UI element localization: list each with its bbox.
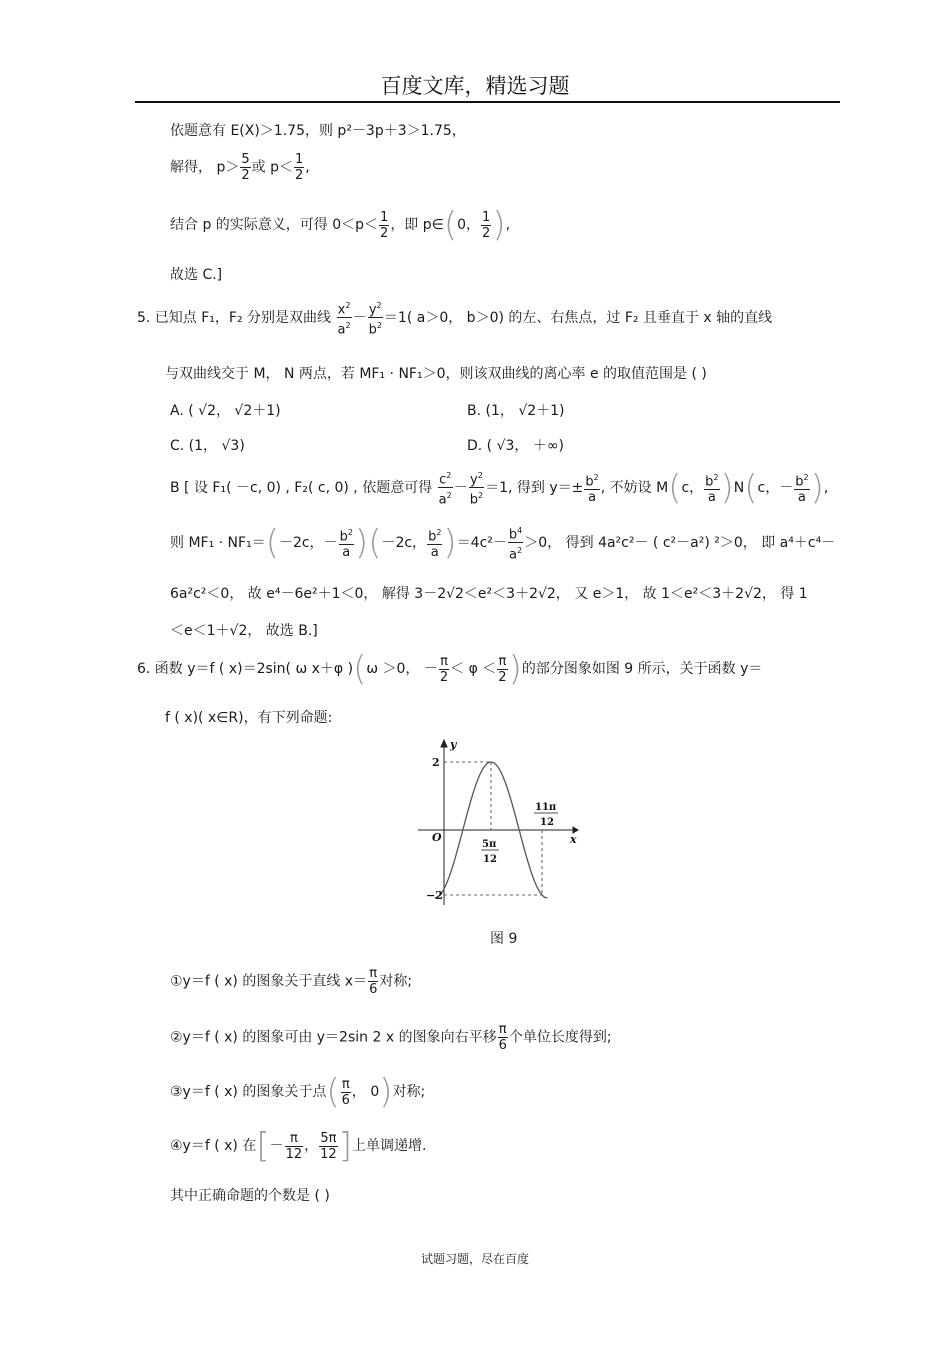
q5-line-1: 5. 已知点 F₁，F₂ 分别是双曲线 $\frac{x^2}{a^2}$ － $\frac{y^2}{b^2}$ ＝1( a＞0， b＞0) 的左、右焦点，过 F₂ 且垂直于 x 轴的直线 xyxy=(137,298,772,338)
prev-solution-line-1: 依题意有 E(X)＞1.75，则 p²－3p＋3＞1.75， xyxy=(170,123,466,139)
guide-lines xyxy=(444,762,542,895)
q6-statement-3: ③y＝f ( x) 的图象关于点( $\frac{\pi}{6}$ ， 0)对称; xyxy=(170,1072,426,1112)
q6-statement-1: ①y＝f ( x) 的图象关于直线 x＝ $\frac{\pi}{6}$ 对称; xyxy=(170,966,413,997)
tick-label-y-bottom: −2 xyxy=(426,889,443,902)
q5-solution-line-4: ＜e＜1＋√2， 故选 B.] xyxy=(170,623,318,639)
q6-statement-2: ②y＝f ( x) 的图象可由 y＝2sin 2 x 的图象向右平移 $\frac{\pi}{6}$ 个单位长度得到; xyxy=(170,1022,612,1053)
q5-option-d: D. ( √3， ＋∞) xyxy=(467,438,564,454)
q5-solution-line-2: 则 MF₁ · NF₁＝(－2c，－ $\frac{b^2}{a}$ )(－2c， $\frac{b^2}{a}$ )＝4c²－ $\frac{b^4}{a^2}$ ＞0， 得到 4a²c²－ ( c²－a²) ²＞0， 即 a⁴＋c⁴－ xyxy=(170,522,836,563)
q5-option-b: B. (1， √2＋1) xyxy=(467,403,565,419)
q6-line-1: 6. 函数 y＝f ( x)＝2sin( ω x＋φ )(ω ＞0， － $\frac{\pi}{2}$ ＜ φ ＜ $\frac{\pi}{2}$ )的部分图象如图 9 所示，关于函数 y＝ xyxy=(137,649,763,689)
q5-solution-line-1: B [ 设 F₁( －c, 0) , F₂( c, 0) , 依题意可得 $\frac{c^2}{a^2}$ － $\frac{y^2}{b^2}$ ＝1, 得到 y＝± $\frac{b^2}{a}$ , 不妨设 M(c， $\frac{b^2}{a}$ )N(c，－ $\frac{b^2}{a}$ ), xyxy=(170,467,829,508)
sine-graph-figure xyxy=(410,735,590,910)
q5-line-2: 与双曲线交于 M， N 两点，若 MF₁ · NF₁＞0，则该双曲线的离心率 e 的取值范围是 ( ) xyxy=(165,366,707,382)
prev-solution-line-3: 结合 p 的实际意义，可得 0＜p＜ $\frac{1}{2}$ ，即 p∈(0， $\frac{1}{2}$ ), xyxy=(170,205,511,245)
prev-solution-line-4: 故选 C.] xyxy=(170,267,223,283)
graph-axes xyxy=(418,740,578,905)
q6-statement-4: ④y＝f ( x) 在[－ $\frac{\pi}{12}$ ， $\frac{5\pi}{12}$ ]上单调递增. xyxy=(170,1126,427,1166)
tick-label-x-end-num: 11π xyxy=(535,802,557,813)
page-footer: 试题习题，尽在百度 xyxy=(420,1252,529,1266)
x-axis-label: x xyxy=(570,833,577,846)
q5-option-c: C. (1， √3) xyxy=(170,438,245,454)
q6-line-2: f ( x)( x∈R)，有下列命题: xyxy=(165,710,333,726)
page-header-title: 百度文库，精选习题 xyxy=(380,74,570,98)
tick-label-x-end-den: 12 xyxy=(540,817,554,828)
tick-label-x-mid-num: 5π xyxy=(482,839,497,850)
y-axis-label: y xyxy=(450,738,457,751)
q5-option-a: A. ( √2， √2＋1) xyxy=(170,403,281,419)
q6-question-line: 其中正确命题的个数是 ( ) xyxy=(170,1188,330,1204)
figure-caption: 图 9 xyxy=(490,931,518,947)
tick-label-y-top: 2 xyxy=(432,756,440,769)
header-rule xyxy=(135,101,840,103)
y-axis-arrow xyxy=(441,740,447,747)
origin-label: O xyxy=(432,831,442,844)
q5-solution-line-3: 6a²c²＜0， 故 e⁴－6e²＋1＜0， 解得 3－2√2＜e²＜3＋2√2， 又 e＞1， 故 1＜e²＜3＋2√2， 得 1 xyxy=(170,586,808,602)
prev-solution-line-2: 解得， p＞ $\frac{5}{2}$ 或 p＜ $\frac{1}{2}$ , xyxy=(170,152,310,183)
tick-label-x-mid-den: 12 xyxy=(483,854,497,865)
